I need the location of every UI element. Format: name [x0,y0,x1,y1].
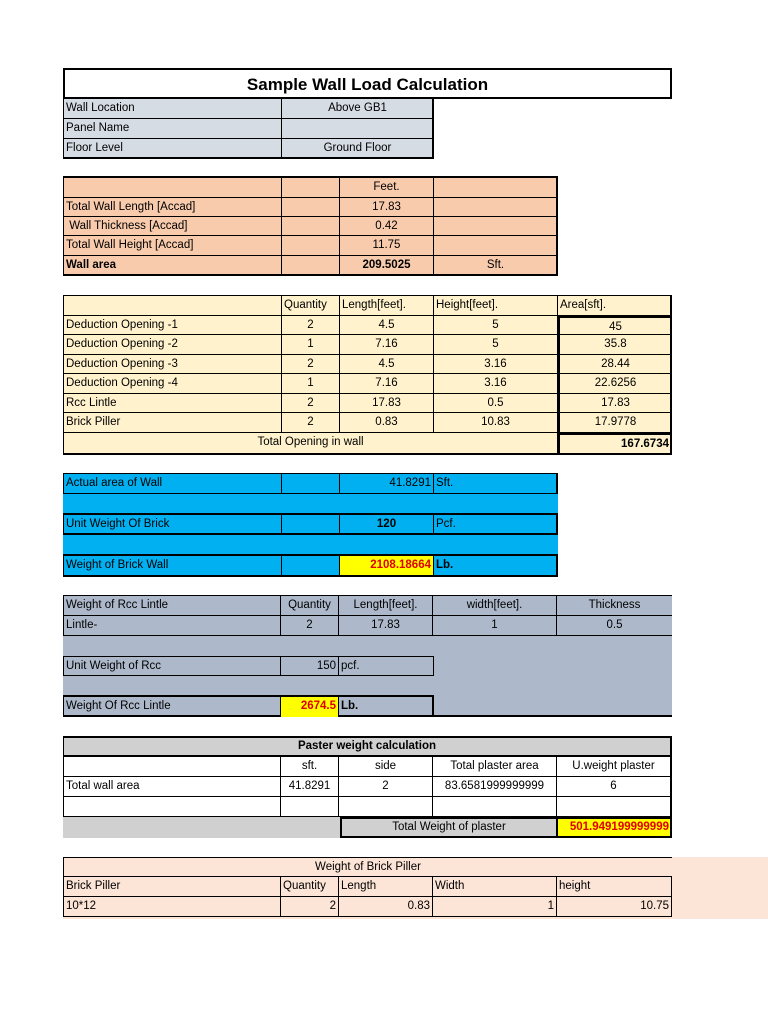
opening-length: 17.83 [340,394,434,413]
info-row [64,119,433,139]
openings-header-row [64,296,671,316]
opening-row [64,374,671,394]
info-row [64,99,433,119]
opening-area: 28.44 [558,355,671,374]
actual-area-row [63,473,558,494]
opening-height: 10.83 [434,413,558,433]
plaster-unit-weight: 6 [557,777,670,797]
opening-quantity: 2 [282,413,340,433]
unit-weight-brick-unit: Pcf. [436,518,456,530]
opening-area: 17.83 [558,394,671,413]
piller-header: Brick Piller [64,877,281,897]
opening-length: 4.5 [340,355,434,374]
plaster-total-value: 501.949199999999 [558,817,672,838]
piller-header: Length [339,877,433,897]
lintle-length: 17.83 [339,616,433,636]
piller-title: Weight of Brick Piller [64,858,672,877]
weight-rcc-lintle-row [63,695,434,717]
weight-rcc-lintle-label: Weight Of Rcc Lintle [64,697,281,717]
opening-height: 5 [434,316,558,335]
opening-row [64,413,671,433]
lintle-row [63,616,672,636]
opening-length: 7.16 [340,335,434,355]
weight-brick-wall-row [63,554,558,577]
plaster-total-area: 83.6581999999999 [433,777,557,797]
piller-header-row [63,877,672,897]
piller-width: 1 [433,897,557,917]
lintle-quantity: 2 [281,616,339,636]
dimension-row [64,217,557,236]
piller-height: 10.75 [557,897,672,917]
plaster-header: U.weight plaster [557,757,670,777]
opening-label: Deduction Opening -1 [64,316,282,335]
actual-area-value: 41.8291 [340,474,434,493]
dimension-unit [434,217,557,236]
openings-header: Quantity [282,296,340,316]
opening-row [64,394,671,413]
unit-header: Feet. [340,178,434,198]
opening-height: 3.16 [434,355,558,374]
opening-length: 7.16 [340,374,434,394]
info-value: Ground Floor [323,142,392,154]
opening-label: Rcc Lintle [64,394,282,413]
dimension-label: Total Wall Height [Accad] [64,236,282,256]
dimension-value: 0.42 [340,217,434,236]
weight-brick-wall-value: 2108.18664 [340,556,434,575]
opening-label: Deduction Opening -2 [64,335,282,355]
info-label: Floor Level [64,139,282,157]
openings-table [63,295,672,455]
info-value: Above GB1 [282,99,433,119]
weight-rcc-lintle-unit: Lb. [341,700,359,712]
plaster-table [63,736,672,838]
opening-quantity: 2 [282,316,340,335]
plaster-total-label: Total Weight of plaster [340,817,558,838]
plaster-title-row [63,736,672,757]
dimension-unit [434,198,557,217]
dimension-row [64,236,557,256]
plaster-header-row [63,757,672,777]
piller-quantity: 2 [281,897,339,917]
openings-header: Length[feet]. [340,296,434,316]
opening-height: 5 [434,335,558,355]
lintle-header: width[feet]. [433,596,557,616]
openings-total-row [64,433,671,454]
dimension-label: Wall Thickness [Accad] [64,217,282,236]
openings-header [64,296,282,316]
piller-table [63,857,768,919]
lintle-label: Lintle- [64,616,281,636]
opening-label: Deduction Opening -3 [64,355,282,374]
dimension-value: 17.83 [340,198,434,217]
plaster-sft: 41.8291 [281,777,339,797]
openings-total-label: Total Opening in wall [64,433,558,454]
dimensions-table [63,176,558,276]
opening-row [64,355,671,374]
plaster-row [63,777,672,797]
openings-total-value: 167.6734 [558,433,671,454]
plaster-header [64,757,281,777]
wall-area-row [64,256,557,276]
opening-length: 0.83 [340,413,434,433]
brick-section [63,473,558,577]
plaster-empty-row [63,797,672,817]
plaster-header: Total plaster area [433,757,557,777]
opening-area: 35.8 [558,335,671,355]
weight-brick-wall-unit: Lb. [436,559,454,571]
title-box [63,68,672,99]
lintle-header: Thickness [557,596,672,616]
plaster-total-row [63,817,672,838]
opening-label: Brick Piller [64,413,282,433]
info-table [63,99,434,159]
opening-area: 45 [558,316,671,335]
lintle-header-row [63,595,672,616]
opening-quantity: 2 [282,355,340,374]
dimension-row [64,198,557,217]
opening-quantity: 1 [282,374,340,394]
opening-length: 4.5 [340,316,434,335]
wall-area-value: 209.5025 [340,256,434,276]
unit-weight-rcc-row [63,656,434,676]
piller-title-row [63,857,672,877]
piller-length: 0.83 [339,897,433,917]
opening-height: 0.5 [434,394,558,413]
piller-header: height [557,877,672,897]
opening-height: 3.16 [434,374,558,394]
piller-header: Quantity [281,877,339,897]
opening-row [64,316,671,335]
unit-weight-rcc-label: Unit Weight of Rcc [64,657,281,675]
plaster-side: 2 [339,777,433,797]
unit-weight-rcc-value: 150 [281,657,339,675]
actual-area-label: Actual area of Wall [64,474,282,493]
piller-label: 10*12 [64,897,281,917]
page-title: Sample Wall Load Calculation [246,75,489,94]
openings-header: Height[feet]. [434,296,558,316]
info-value [282,119,433,139]
piller-row [63,897,672,917]
wall-area-label: Wall area [64,256,282,276]
info-label: Panel Name [64,119,282,139]
plaster-label: Total wall area [64,777,281,797]
opening-label: Deduction Opening -4 [64,374,282,394]
piller-header: Width [433,877,557,897]
info-row [64,139,433,157]
plaster-title: Paster weight calculation [297,740,437,752]
plaster-header: sft. [281,757,339,777]
unit-weight-brick-row [63,513,558,535]
lintle-header: Length[feet]. [339,596,433,616]
plaster-header: side [339,757,433,777]
opening-quantity: 2 [282,394,340,413]
opening-row [64,335,671,355]
opening-area: 22.6256 [558,374,671,394]
info-label: Wall Location [64,99,282,119]
dimension-value: 11.75 [340,236,434,256]
lintle-thickness: 0.5 [557,616,672,636]
weight-rcc-lintle-value: 2674.5 [281,697,339,717]
opening-quantity: 1 [282,335,340,355]
openings-header: Area[sft]. [558,296,671,316]
lintle-section [63,595,672,717]
unit-weight-brick-label: Unit Weight Of Brick [64,515,282,533]
weight-brick-wall-label: Weight of Brick Wall [64,556,282,575]
unit-weight-brick-value: 120 [340,515,434,533]
lintle-width: 1 [433,616,557,636]
dimensions-header-row [64,178,557,198]
lintle-header: Weight of Rcc Lintle [64,596,281,616]
unit-weight-rcc-unit: pcf. [339,657,434,675]
actual-area-unit: Sft. [436,477,454,489]
lintle-header: Quantity [281,596,339,616]
dimension-unit [434,236,557,256]
wall-area-unit: Sft. [486,259,505,271]
dimension-label: Total Wall Length [Accad] [64,198,282,217]
opening-area: 17.9778 [558,413,671,433]
